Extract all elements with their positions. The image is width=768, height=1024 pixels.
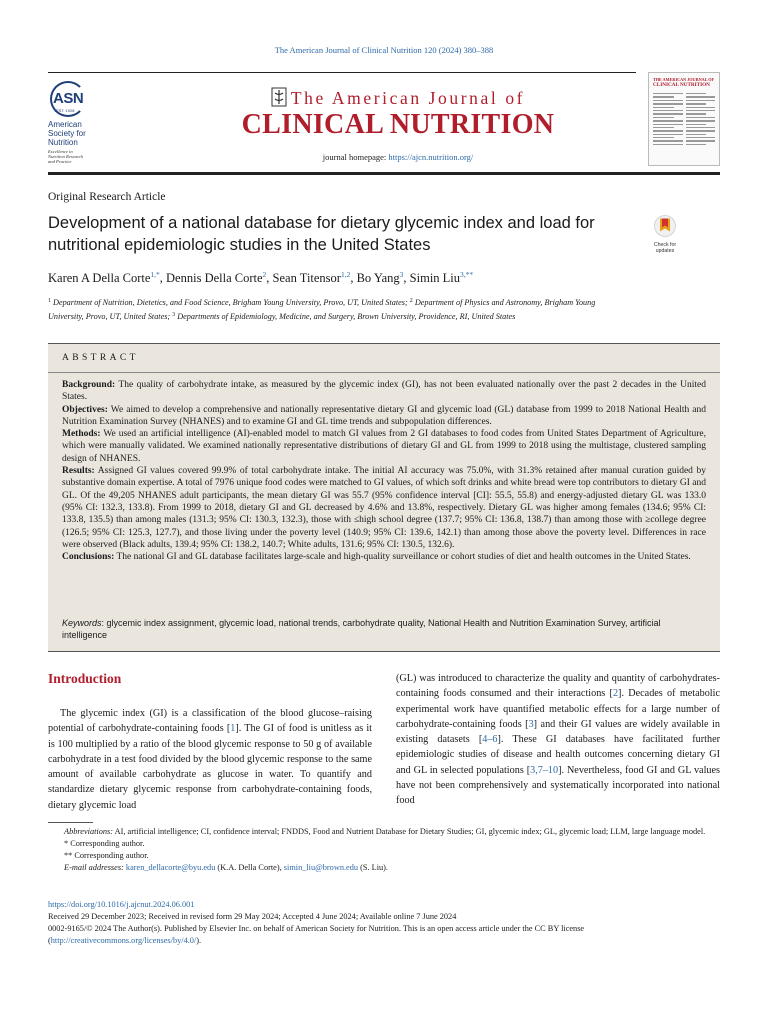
journal-cover-thumbnail[interactable] — [648, 72, 720, 166]
abstract-objectives: Objectives: We aimed to develop a comprehensive and nationally representative dietary GI and glycemic load (GL) database from 1999 to 2018 National Health and Nutrition Examination Survey (NHANES) and to examine GI and GL time trends and subpopulation differences. — [62, 404, 706, 427]
abstract-box — [48, 343, 720, 652]
cover-title-main: CLINICAL NUTRITION — [653, 82, 710, 88]
author-affiliation-link[interactable]: 2 — [262, 270, 267, 279]
author-affiliation-link[interactable]: 3 — [399, 270, 404, 279]
article-type: Original Research Article — [48, 191, 166, 203]
asn-badge-text: ASN — [53, 90, 84, 107]
footnote-corresponding-1: * Corresponding author. — [64, 839, 145, 848]
body-column-left — [48, 671, 372, 813]
citation-link[interactable]: 2 — [612, 688, 619, 700]
author-name: Karen A Della Corte — [48, 271, 151, 285]
citation-link[interactable]: 4–6 — [482, 734, 498, 746]
doi-link[interactable]: https://doi.org/10.1016/j.ajcnut.2024.06.001 — [48, 900, 195, 909]
author-name: Dennis Della Corte — [166, 271, 263, 285]
citation-link[interactable]: 1 — [230, 723, 236, 735]
abstract-rule — [48, 372, 720, 373]
section-heading-introduction: Introduction — [48, 671, 122, 686]
abstract-body — [62, 379, 706, 563]
abstract-methods: Methods: We used an artificial intelligence (AI)-enabled model to match GI values from 2 GI databases to food codes from United States Department of Agriculture, which were manually validated. We examined nationally representative distributions of dietary GI and GL from 1999 to 2018 using the multistage, clustered sampling design of NHANES. — [62, 429, 706, 464]
check-updates-icon — [654, 215, 676, 237]
check-updates-label: Check for updates — [653, 242, 677, 254]
author-affiliation-link[interactable]: 3,** — [460, 270, 474, 279]
copyright-notice: 0002-9165/© 2024 The Author(s). Published by Elsevier Inc. on behalf of American Society for Nutrition. This is an open access article under the CC BY license (http://creativecommons.org/licenses/by/4.0/). — [48, 924, 585, 945]
masthead — [48, 72, 636, 176]
author-name: Simin Liu — [409, 271, 461, 285]
footnote-rule — [48, 822, 93, 823]
affiliations: $^1$ Department of Nutrition, Dietetics, and Food Science, Brigham Young University, Provo, UT, United States; $^2$ Department of Physics and Astronomy, Brigham Young University, Provo, UT, United States; $^3$ Departments of Epidemiology, Medicine, and Surgery, Brown University, Providence, RI, United States — [48, 298, 596, 321]
footnote-abbreviations: Abbreviations: AI, artificial intelligence; CI, confidence interval; FNDDS, Food and Nutrient Database for Dietary Studies; GI, glycemic index; GL, glycemic load; LLM, large language model. — [64, 827, 706, 836]
article-title: Development of a national database for dietary glycemic index and load for nutritional epidemiologic studies in the United States — [48, 214, 595, 254]
journal-citation[interactable]: The American Journal of Clinical Nutrition 120 (2024) 380–388 — [274, 45, 494, 55]
intro-paragraph-right: (GL) was introduced to characterize the quality and quantity of carbohydrates-containing foods consumed and their interactions [2]. Decades of metabolic experimental work have quantified metabolic effects for a large number of carbohydrate-containing foods [3] and their GI values are widely available in existing datasets [4–6]. These GI databases have facilitated further epidemiologic studies of disease and health outcomes concerning dietary GI and GL in selected populations [3,7–10]. Nevertheless, food GI and GL values have not been comprehensively and systematically incorporated into national food — [396, 673, 720, 807]
journal-title-top: The American Journal of — [208, 87, 588, 109]
asn-logo — [48, 81, 108, 171]
footnotes — [48, 826, 720, 874]
asn-badge — [50, 81, 86, 117]
publication-info — [48, 899, 720, 947]
journal-emblem-icon — [271, 87, 287, 107]
society-tagline: Excellence in Nutrition Research and Practice — [48, 149, 83, 165]
author-affiliation-link[interactable]: 1,* — [150, 270, 160, 279]
cover-title-top: THE AMERICAN JOURNAL OF — [653, 77, 715, 82]
masthead-divider — [48, 172, 720, 175]
keywords: Keywords: glycemic index assignment, glycemic load, national trends, carbohydrate quality, National Health and Nutrition Examination Survey, artificial intelligence — [62, 618, 661, 641]
author-name: Sean Titensor — [272, 271, 341, 285]
journal-homepage-link[interactable]: https://ajcn.nutrition.org/ — [388, 152, 474, 162]
body-column-right — [396, 671, 720, 809]
journal-title-block — [208, 87, 588, 162]
publication-dates: Received 29 December 2023; Received in revised form 29 May 2024; Accepted 4 June 2024; Available online 7 June 2024 — [48, 912, 457, 921]
intro-paragraph-left: The glycemic index (GI) is a classification of the blood glucose–raising potential of carbohydrate-containing foods [1]. The GI of food is unitless as it is 100 multiplied by a ratio of the blood glycemic response to 50 g of available carbohydrate in a test food divided by the blood glycemic response to the same amount of available carbohydrate as glucose in water. To quantify and standardize dietary glycemic response from carbohydrate-containing foods, dietary glycemic load — [48, 708, 372, 811]
author-name: Bo Yang — [356, 271, 400, 285]
email-link[interactable]: karen_dellacorte@byu.edu — [125, 863, 216, 872]
journal-homepage: journal homepage: https://ajcn.nutrition.org/ — [322, 152, 474, 162]
check-for-updates-button[interactable] — [648, 215, 682, 253]
citation-link[interactable]: 3 — [528, 718, 534, 730]
journal-title-main: CLINICAL NUTRITION — [241, 109, 555, 140]
email-link[interactable]: simin_liu@brown.edu — [283, 863, 359, 872]
abstract-background: Background: The quality of carbohydrate intake, as measured by the glycemic index (GI), has not been evaluated nationally over the past 2 decades in the United States. — [62, 380, 706, 403]
citation-link[interactable]: 3,7–10 — [530, 764, 559, 776]
abstract-heading: ABSTRACT — [62, 353, 139, 363]
asn-badge-est: EST. 1928 — [56, 108, 75, 113]
society-name: American Society for Nutrition — [48, 120, 86, 147]
author-affiliation-link[interactable]: 1,2 — [340, 270, 351, 279]
footnote-emails: E-mail addresses: karen_dellacorte@byu.edu (K.A. Della Corte), simin_liu@brown.edu (S. Liu). — [64, 863, 388, 872]
abstract-conclusions: Conclusions: The national GI and GL database facilitates large-scale and high-quality surveillance or cohort studies of diet and health outcomes in the United States. — [62, 552, 691, 563]
footnote-corresponding-2: ** Corresponding author. — [64, 851, 149, 860]
license-link[interactable]: http://creativecommons.org/licenses/by/4.0/ — [50, 936, 197, 945]
author-list: Karen A Della Corte$^{1,*}$, Dennis Della Corte$^2$, Sean Titensor$^{1,2}$, Bo Yang$^3$, Simin Liu$^{3,**}$ — [48, 270, 474, 285]
abstract-results: Results: Assigned GI values covered 99.9% of total carbohydrate intake. The initial AI accuracy was 75.0%, with 31.3% retained after manual curation guided by substantive domain expertise. A total of 7976 unique food codes were matched to GI values, of which soft drinks and white bread were top contributors to dietary GI and GL. Of the 49,205 NHANES adult participants, the mean dietary GI was 55.7 (95% confidence interval [CI]: 55.5, 55.8) and energy-adjusted dietary GL was 133.0 (95% CI: 132.3, 133.8). From 1999 to 2018, dietary GI and GL decreased by 4.6% and 13.8%, respectively. Dietary GL was higher among females (134.6; 95% CI: 133.8, 135.5) than among males (131.3; 95% CI: 130.3, 132.3), those with ≤high school degree (137.7; 95% CI: 136.8, 138.7) than among those with ≥college degree (126.5; 95% CI: 125.3, 127.7), and those living under the poverty level (140.9; 95% CI: 139.6, 142.1) than among those above the poverty level. Differences in race were observed (Black adults, 139.4; 95% CI: 138.2, 140.7; White adults, 131.6; 95% CI: 130.5, 132.6). — [62, 466, 706, 550]
